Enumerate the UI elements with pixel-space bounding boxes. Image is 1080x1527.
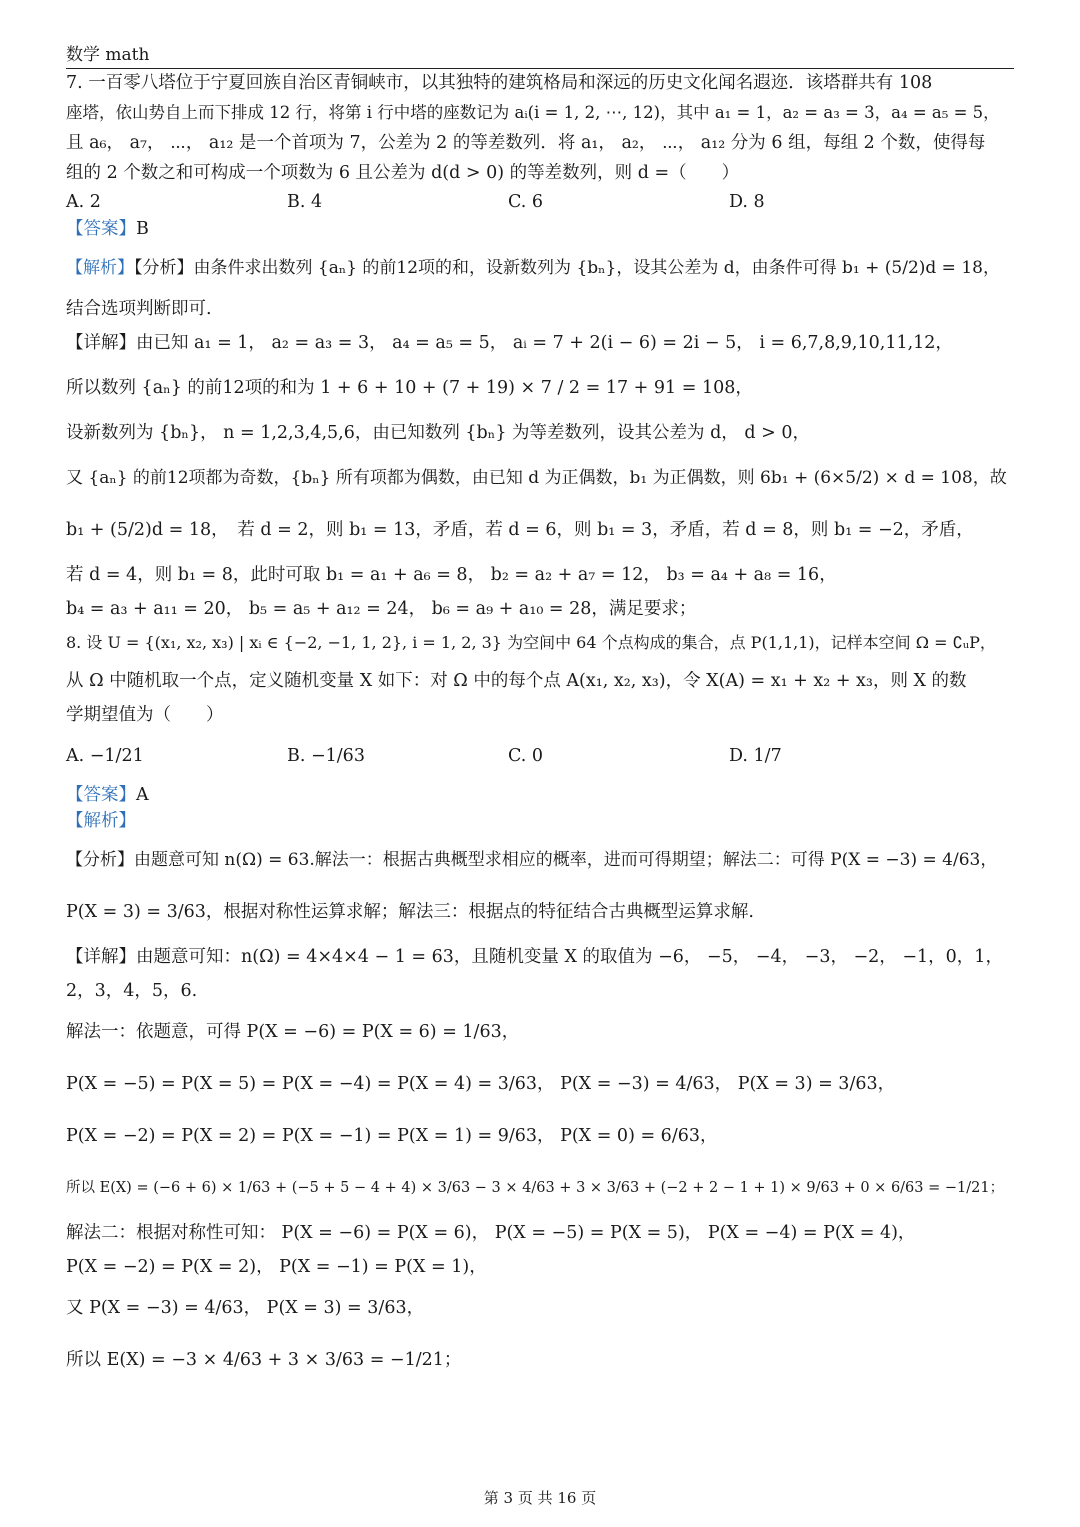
q7-line-2: 座塔，依山势自上而下排成 12 行，将第 i 行中塔的座数记为 aᵢ(i = 1, 2, ⋯, 12)，其中 a₁ = 1，a₂ = a₃ = 3，a₄ = a₅ = 5， <box>66 103 1000 122</box>
q8-method2-4: 所以 E(X) = −3 × 4/63 + 3 × 3/63 = −1/21； <box>66 1350 462 1370</box>
q8-method2-3: 又 P(X = −3) = 4/63， P(X = 3) = 3/63， <box>66 1298 425 1318</box>
q7-line-1: 7. 一百零八塔位于宁夏回族自治区青铜峡市，以其独特的建筑格局和深远的历史文化闻名遐迩．该塔群共有 108 <box>66 73 933 93</box>
answer-tag: 【答案】 <box>66 219 136 239</box>
q8-method1-2: P(X = −5) = P(X = 5) = P(X = −4) = P(X = 4) = 3/63， P(X = −3) = 4/63， P(X = 3) = 3/63， <box>66 1074 896 1094</box>
question-8 <box>66 624 1016 1386</box>
q7-options <box>66 188 1016 216</box>
analysis-tag: 【解析】 <box>66 258 134 278</box>
q8-analysis-2: P(X = 3) = 3/63，根据对称性运算求解；解法三：根据点的特征结合古典概型运算求解. <box>66 902 754 922</box>
q7-line-3: 且 a₆， a₇， ⋯， a₁₂ 是一个首项为 7，公差为 2 的等差数列．将 a₁， a₂， ⋯， a₁₂ 分为 6 组，每组 2 个数，使得每 <box>66 133 986 153</box>
page-content <box>66 68 1016 1386</box>
q8-method1-1: 解法一：依题意，可得 P(X = −6) = P(X = 6) = 1/63， <box>66 1022 520 1042</box>
q8-method1-3: P(X = −2) = P(X = 2) = P(X = −1) = P(X = 1) = 9/63， P(X = 0) = 6/63， <box>66 1126 718 1146</box>
answer-tag: 【答案】 <box>66 785 136 805</box>
q8-line-3: 学期望值为（ ） <box>66 705 224 725</box>
q8-options <box>66 730 1016 782</box>
q7-line-4: 组的 2 个数之和可构成一个项数为 6 且公差为 d(d > 0) 的等差数列，则 d =（ ） <box>66 163 740 183</box>
q7-detail-7: b₄ = a₃ + a₁₁ = 20， b₅ = a₅ + a₁₂ = 24， b₆ = a₉ + a₁₀ = 28，满足要求； <box>66 599 697 619</box>
q8-method1-4: 所以 E(X) = (−6 + 6) × 1/63 + (−5 + 5 − 4 + 4) × 3/63 − 3 × 4/63 + 3 × 3/63 + (−2 + 2 − 1 + 1) × 9/63 + 0 × 6/63 = −1/21； <box>66 1180 1005 1196</box>
q7-answer <box>66 216 1016 242</box>
q8-option-c: C. 0 <box>508 746 544 766</box>
q7-detail-3: 设新数列为 {bₙ}， n = 1,2,3,4,5,6，由已知数列 {bₙ} 为等差数列，设其公差为 d， d > 0， <box>66 423 810 443</box>
q7-option-d: D. 8 <box>729 192 765 212</box>
q7-detail-1: 【详解】由已知 a₁ = 1， a₂ = a₃ = 3， a₄ = a₅ = 5， aᵢ = 7 + 2(i − 6) = 2i − 5， i = 6,7,8,9,10,11,12， <box>66 333 953 353</box>
q7-option-a: A. 2 <box>66 192 101 212</box>
q8-method2-1: 解法二：根据对称性可知： P(X = −6) = P(X = 6)， P(X = −5) = P(X = 5)， P(X = −4) = P(X = 4)， <box>66 1223 916 1243</box>
q8-option-a: A. −1/21 <box>66 746 144 766</box>
q8-detail-1: 【详解】由题意可知：n(Ω) = 4×4×4 − 1 = 63，且随机变量 X 的取值为 −6， −5， −4， −3， −2， −1，0，1， <box>66 947 1003 967</box>
q8-option-b: B. −1/63 <box>287 746 365 766</box>
q7-detail-4: 又 {aₙ} 的前12项都为奇数，{bₙ} 所有项都为偶数，由已知 d 为正偶数，b₁ 为正偶数，则 6b₁ + (6×5/2) × d = 108，故 <box>66 468 1007 488</box>
q7-analysis <box>66 242 1016 294</box>
q8-analysis-1: 【分析】由题意可知 n(Ω) = 63.解法一：根据古典概型求相应的概率，进而可得期望；解法二：可得 P(X = −3) = 4/63， <box>66 850 998 870</box>
q7-detail-5: b₁ + (5/2)d = 18， 若 d = 2，则 b₁ = 13，矛盾，若 d = 6，则 b₁ = 3，矛盾，若 d = 8，则 b₁ = −2，矛盾， <box>66 520 974 540</box>
q8-answer <box>66 782 1016 808</box>
q8-analysis-tag: 【解析】 <box>66 811 136 831</box>
q7-detail-6: 若 d = 4，则 b₁ = 8，此时可取 b₁ = a₁ + a₆ = 8， b₂ = a₂ + a₇ = 12， b₃ = a₄ + a₈ = 16， <box>66 565 837 585</box>
q8-method2-2: P(X = −2) = P(X = 2)， P(X = −1) = P(X = 1)， <box>66 1257 487 1277</box>
q8-line-1: 8. 设 U = {(x₁, x₂, x₃) | xᵢ ∈ {−2, −1, 1, 2}, i = 1, 2, 3} 为空间中 64 个点构成的集合，点 P(1,1,1)，记样本空间 Ω = ∁ᵤP， <box>66 633 996 652</box>
page-header <box>66 42 1014 69</box>
question-7 <box>66 68 1016 624</box>
q8-detail-2: 2，3，4，5，6. <box>66 981 198 1001</box>
q7-analysis-2: 结合选项判断即可. <box>66 299 212 319</box>
q7-analysis-text: 【分析】由条件求出数列 {aₙ} 的前12项的和，设新数列为 {bₙ}，设其公差为 d，由条件可得 b₁ + (5/2)d = 18， <box>134 258 1000 278</box>
answer-value: B <box>136 219 149 239</box>
q8-line-2: 从 Ω 中随机取一个点，定义随机变量 X 如下：对 Ω 中的每个点 A(x₁, x₂, x₃)，令 X(A) = x₁ + x₂ + x₃，则 X 的数 <box>66 671 967 691</box>
q7-option-c: C. 6 <box>508 192 544 212</box>
q8-option-d: D. 1/7 <box>729 746 782 766</box>
header-title: 数学 math <box>66 45 150 65</box>
q7-option-b: B. 4 <box>287 192 323 212</box>
answer-value: A <box>136 785 149 805</box>
q7-detail-2: 所以数列 {aₙ} 的前12项的和为 1 + 6 + 10 + (7 + 19) × 7 / 2 = 17 + 91 = 108， <box>66 378 753 398</box>
page-footer: 第 3 页 共 16 页 <box>483 1489 597 1507</box>
